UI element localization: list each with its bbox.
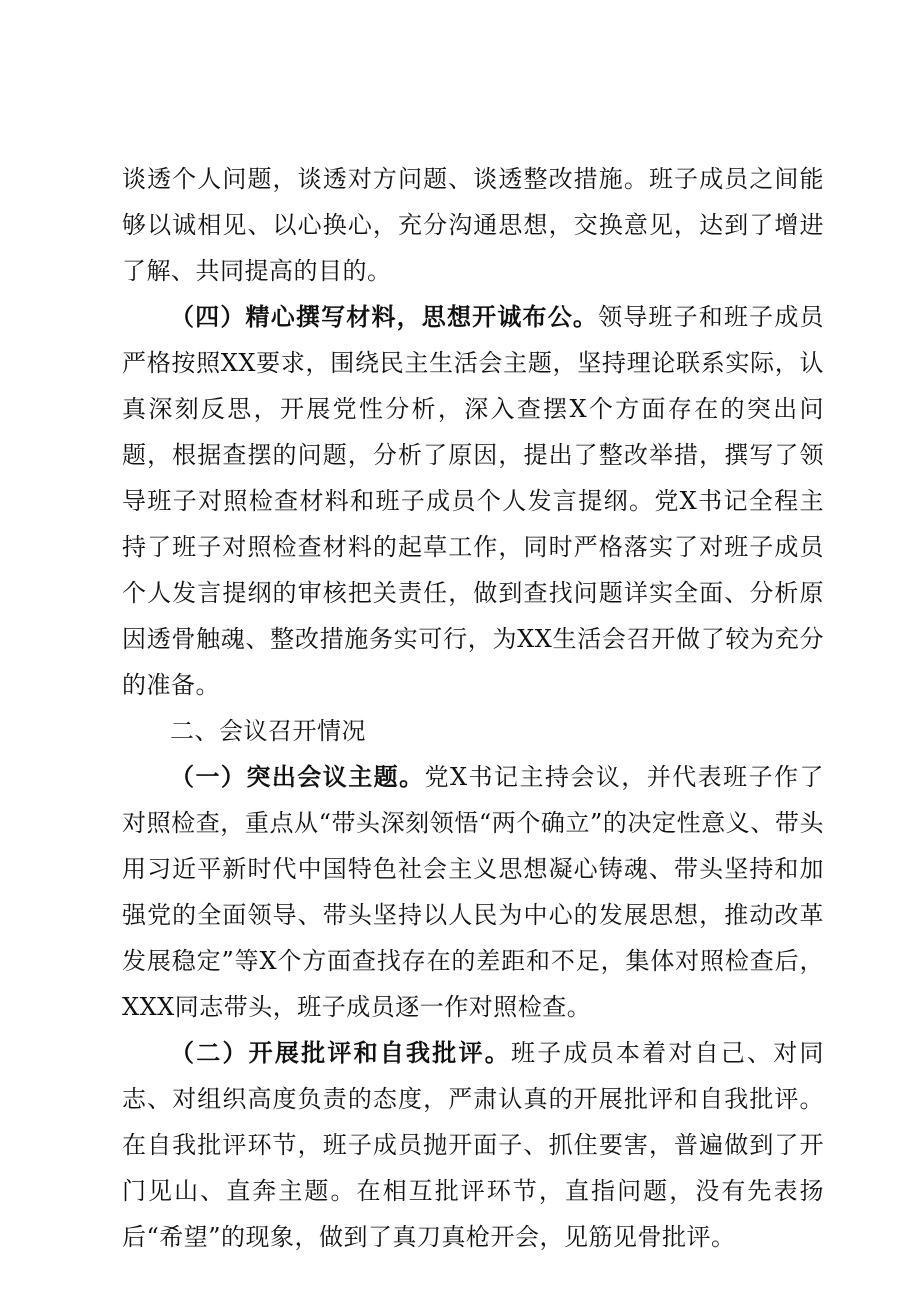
paragraph-section2-item-2: [122, 1030, 824, 1260]
paragraph-section2-item-1: [122, 754, 824, 1030]
paragraph-item-4-lead: （四）精心撰写材料，思想开诚布公。: [170, 302, 599, 331]
paragraph-section2-item-2-lead: （二）开展批评和自我批评。: [170, 1038, 511, 1067]
section-heading-2: 二、会议召开情况: [170, 717, 366, 745]
paragraph-item-4-body: 领导班子和班子成员严格按照XX要求，围绕民主生活会主题，坚持理论联系实际，认真深刻反思，开展党性分析，深入查摆X个方面存在的突出问题，根据查摆的问题，分析了原因，提出了整改举措，撰写了领导班子对照检查材料和班子成员个人发言提纲。党X书记全程主持了班子对照检查材料的起草工作，同时严格落实了对班子成员个人发言提纲的审核把关责任，做到查找问题详实全面、分析原因透骨触魂、整改措施务实可行，为XX生活会召开做了较为充分的准备。: [122, 303, 825, 699]
paragraph-section2-item-1-lead: （一）突出会议主题。: [170, 762, 425, 791]
paragraph-section2-item-1-body: 党X书记主持会议，并代表班子作了对照检查，重点从“带头深刻领悟“两个确立”的决定性意义、带头用习近平新时代中国特色社会主义思想凝心铸魂、带头坚持和加强党的全面领导、带头坚持以人民为中心的发展思想，推动改革发展稳定”等X个方面查找存在的差距和不足，集体对照检查后，XXX同志带头，班子成员逐一作对照检查。: [122, 763, 824, 1021]
document-page: [122, 156, 824, 1260]
paragraph-continued: 谈透个人问题，谈透对方问题、谈透整改措施。班子成员之间能够以诚相见、以心换心，充分沟通思想，交换意见，达到了增进了解、共同提高的目的。: [122, 165, 824, 285]
paragraph-item-4: [122, 294, 824, 708]
paragraph-section2-item-2-body: 班子成员本着对自己、对同志、对组织高度负责的态度，严肃认真的开展批评和自我批评。在自我批评环节，班子成员抛开面子、抓住要害，普遍做到了开门见山、直奔主题。在相互批评环节，直指问题，没有先表扬后“希望”的现象，做到了真刀真枪开会，见筋见骨批评。: [122, 1039, 825, 1251]
